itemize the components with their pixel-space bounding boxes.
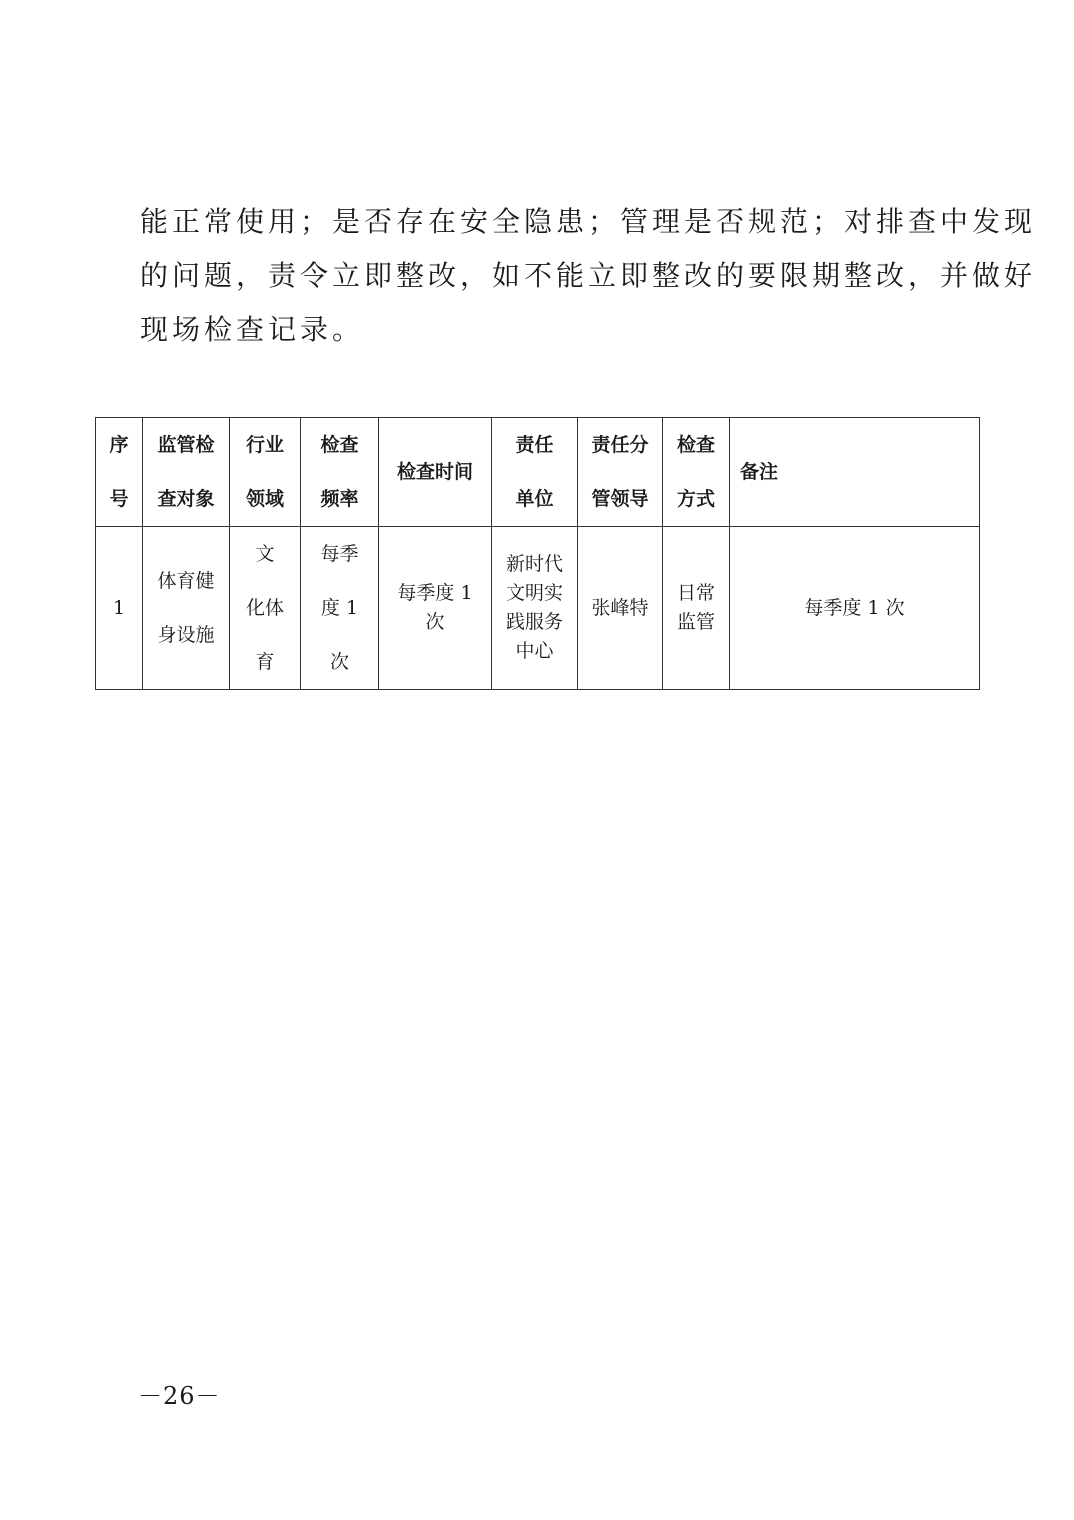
header-leader: 责任分 管领导 [578, 418, 663, 527]
cell-time: 每季度 1 次 [379, 527, 492, 690]
body-paragraph [140, 195, 1037, 357]
cell-seq: 1 [96, 527, 143, 690]
header-method: 检查 方式 [663, 418, 730, 527]
cell-unit: 新时代 文明实 践服务 中心 [492, 527, 578, 690]
cell-field: 文 化体 育 [230, 527, 301, 690]
cell-remark: 每季度 1 次 [730, 527, 980, 690]
paragraph-line: 的问题，责令立即整改，如不能立即整改的要限期整改，并做好 [140, 259, 1037, 292]
header-field: 行业 领域 [230, 418, 301, 527]
cell-leader: 张峰特 [578, 527, 663, 690]
cell-method: 日常 监管 [663, 527, 730, 690]
inspection-table [95, 417, 980, 690]
header-time: 检查时间 [379, 418, 492, 527]
header-unit: 责任 单位 [492, 418, 578, 527]
page-number: －26－ [138, 1382, 221, 1410]
table-row [96, 527, 980, 690]
header-object: 监管检 查对象 [143, 418, 230, 527]
paragraph-line: 能正常使用；是否存在安全隐患；管理是否规范；对排查中发现 [140, 205, 1037, 238]
cell-object: 体育健 身设施 [143, 527, 230, 690]
paragraph-line: 现场检查记录。 [140, 313, 365, 346]
header-seq: 序 号 [96, 418, 143, 527]
header-remark: 备注 [730, 418, 980, 527]
header-frequency: 检查 频率 [301, 418, 379, 527]
table-header-row [96, 418, 980, 527]
cell-frequency: 每季 度 1 次 [301, 527, 379, 690]
